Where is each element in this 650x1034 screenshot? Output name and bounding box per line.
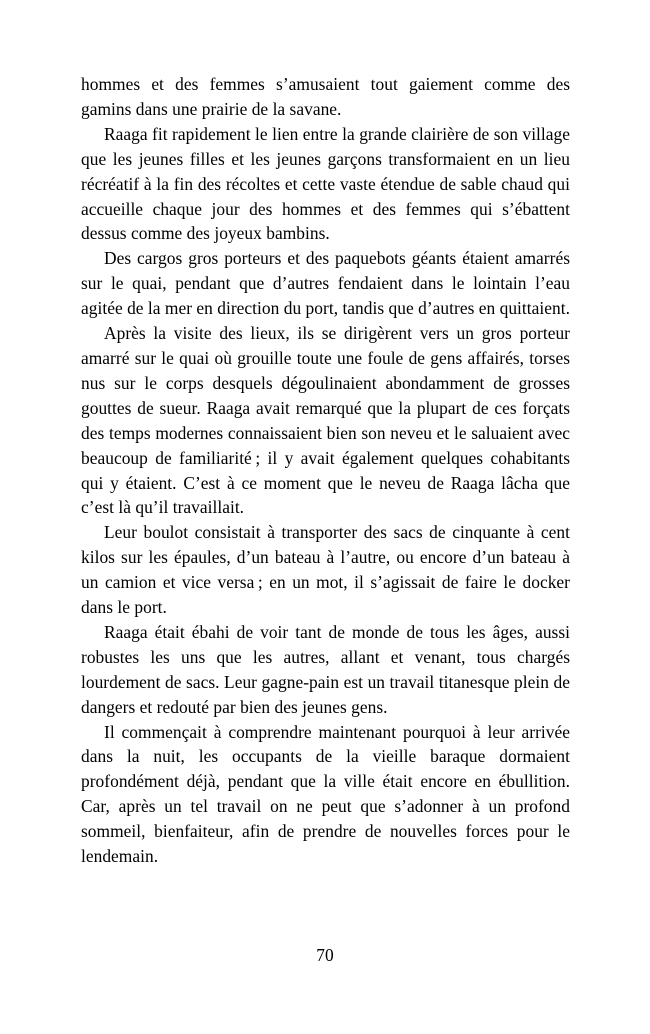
paragraph-5: Leur boulot consistait à transporter des sacs de cinquante à cent kilos sur les épaules, d’un bateau à l’autre, ou encore d’un bateau à un camion et vice versa ; en un mot, il s’agissait de faire le docker dans le port. bbox=[81, 522, 570, 618]
paragraph-3: Des cargos gros porteurs et des paquebots géants étaient amarrés sur le quai, pendant que d’autres fendaient dans le lointain l’eau agitée de la mer en direction du port, tandis que d’autres en quittaient. bbox=[81, 248, 570, 319]
paragraph-4: Après la visite des lieux, ils se dirigèrent vers un gros porteur amarré sur le quai où grouille toute une foule de gens affairés, torses nus sur le corps desquels dégoulinaient abondamment de grosses gouttes de sueur. Raaga avait remarqué que la plupart de ces forçats des temps modernes connaissaient bien son neveu et le saluaient avec beaucoup de familiarité ; il y avait également quelques cohabitants qui y étaient. C’est à ce moment que le neveu de Raaga lâcha que c’est là qu’il travaillait. bbox=[81, 323, 570, 518]
paragraph-2: Raaga fit rapidement le lien entre la grande clairière de son village que les jeunes filles et les jeunes garçons transformaient en un lieu récréatif à la fin des récoltes et cette vaste étendue de sable chaud qui accueille chaque jour des hommes et des femmes qui s’ébattent dessus comme des joyeux bambins. bbox=[81, 123, 570, 244]
page-text-block bbox=[81, 72, 570, 869]
paragraph-1: hommes et des femmes s’amusaient tout gaiement comme des gamins dans une prairie de la savane. bbox=[81, 74, 570, 119]
page-number: 70 bbox=[316, 945, 334, 965]
paragraph-6: Raaga était ébahi de voir tant de monde de tous les âges, aussi robustes les uns que les autres, allant et venant, tous chargés lourdement de sacs. Leur gagne-pain est un travail titanesque plein de dangers et redouté par bien des jeunes gens. bbox=[81, 621, 570, 717]
paragraph-7: Il commençait à comprendre maintenant pourquoi à leur arrivée dans la nuit, les occupants de la vieille baraque dormaient profondément déjà, pendant que la ville était encore en ébullition. Car, après un tel travail on ne peut que s’adonner à un profond sommeil, bienfaiteur, afin de prendre de nouvelles forces pour le lendemain. bbox=[81, 721, 570, 867]
